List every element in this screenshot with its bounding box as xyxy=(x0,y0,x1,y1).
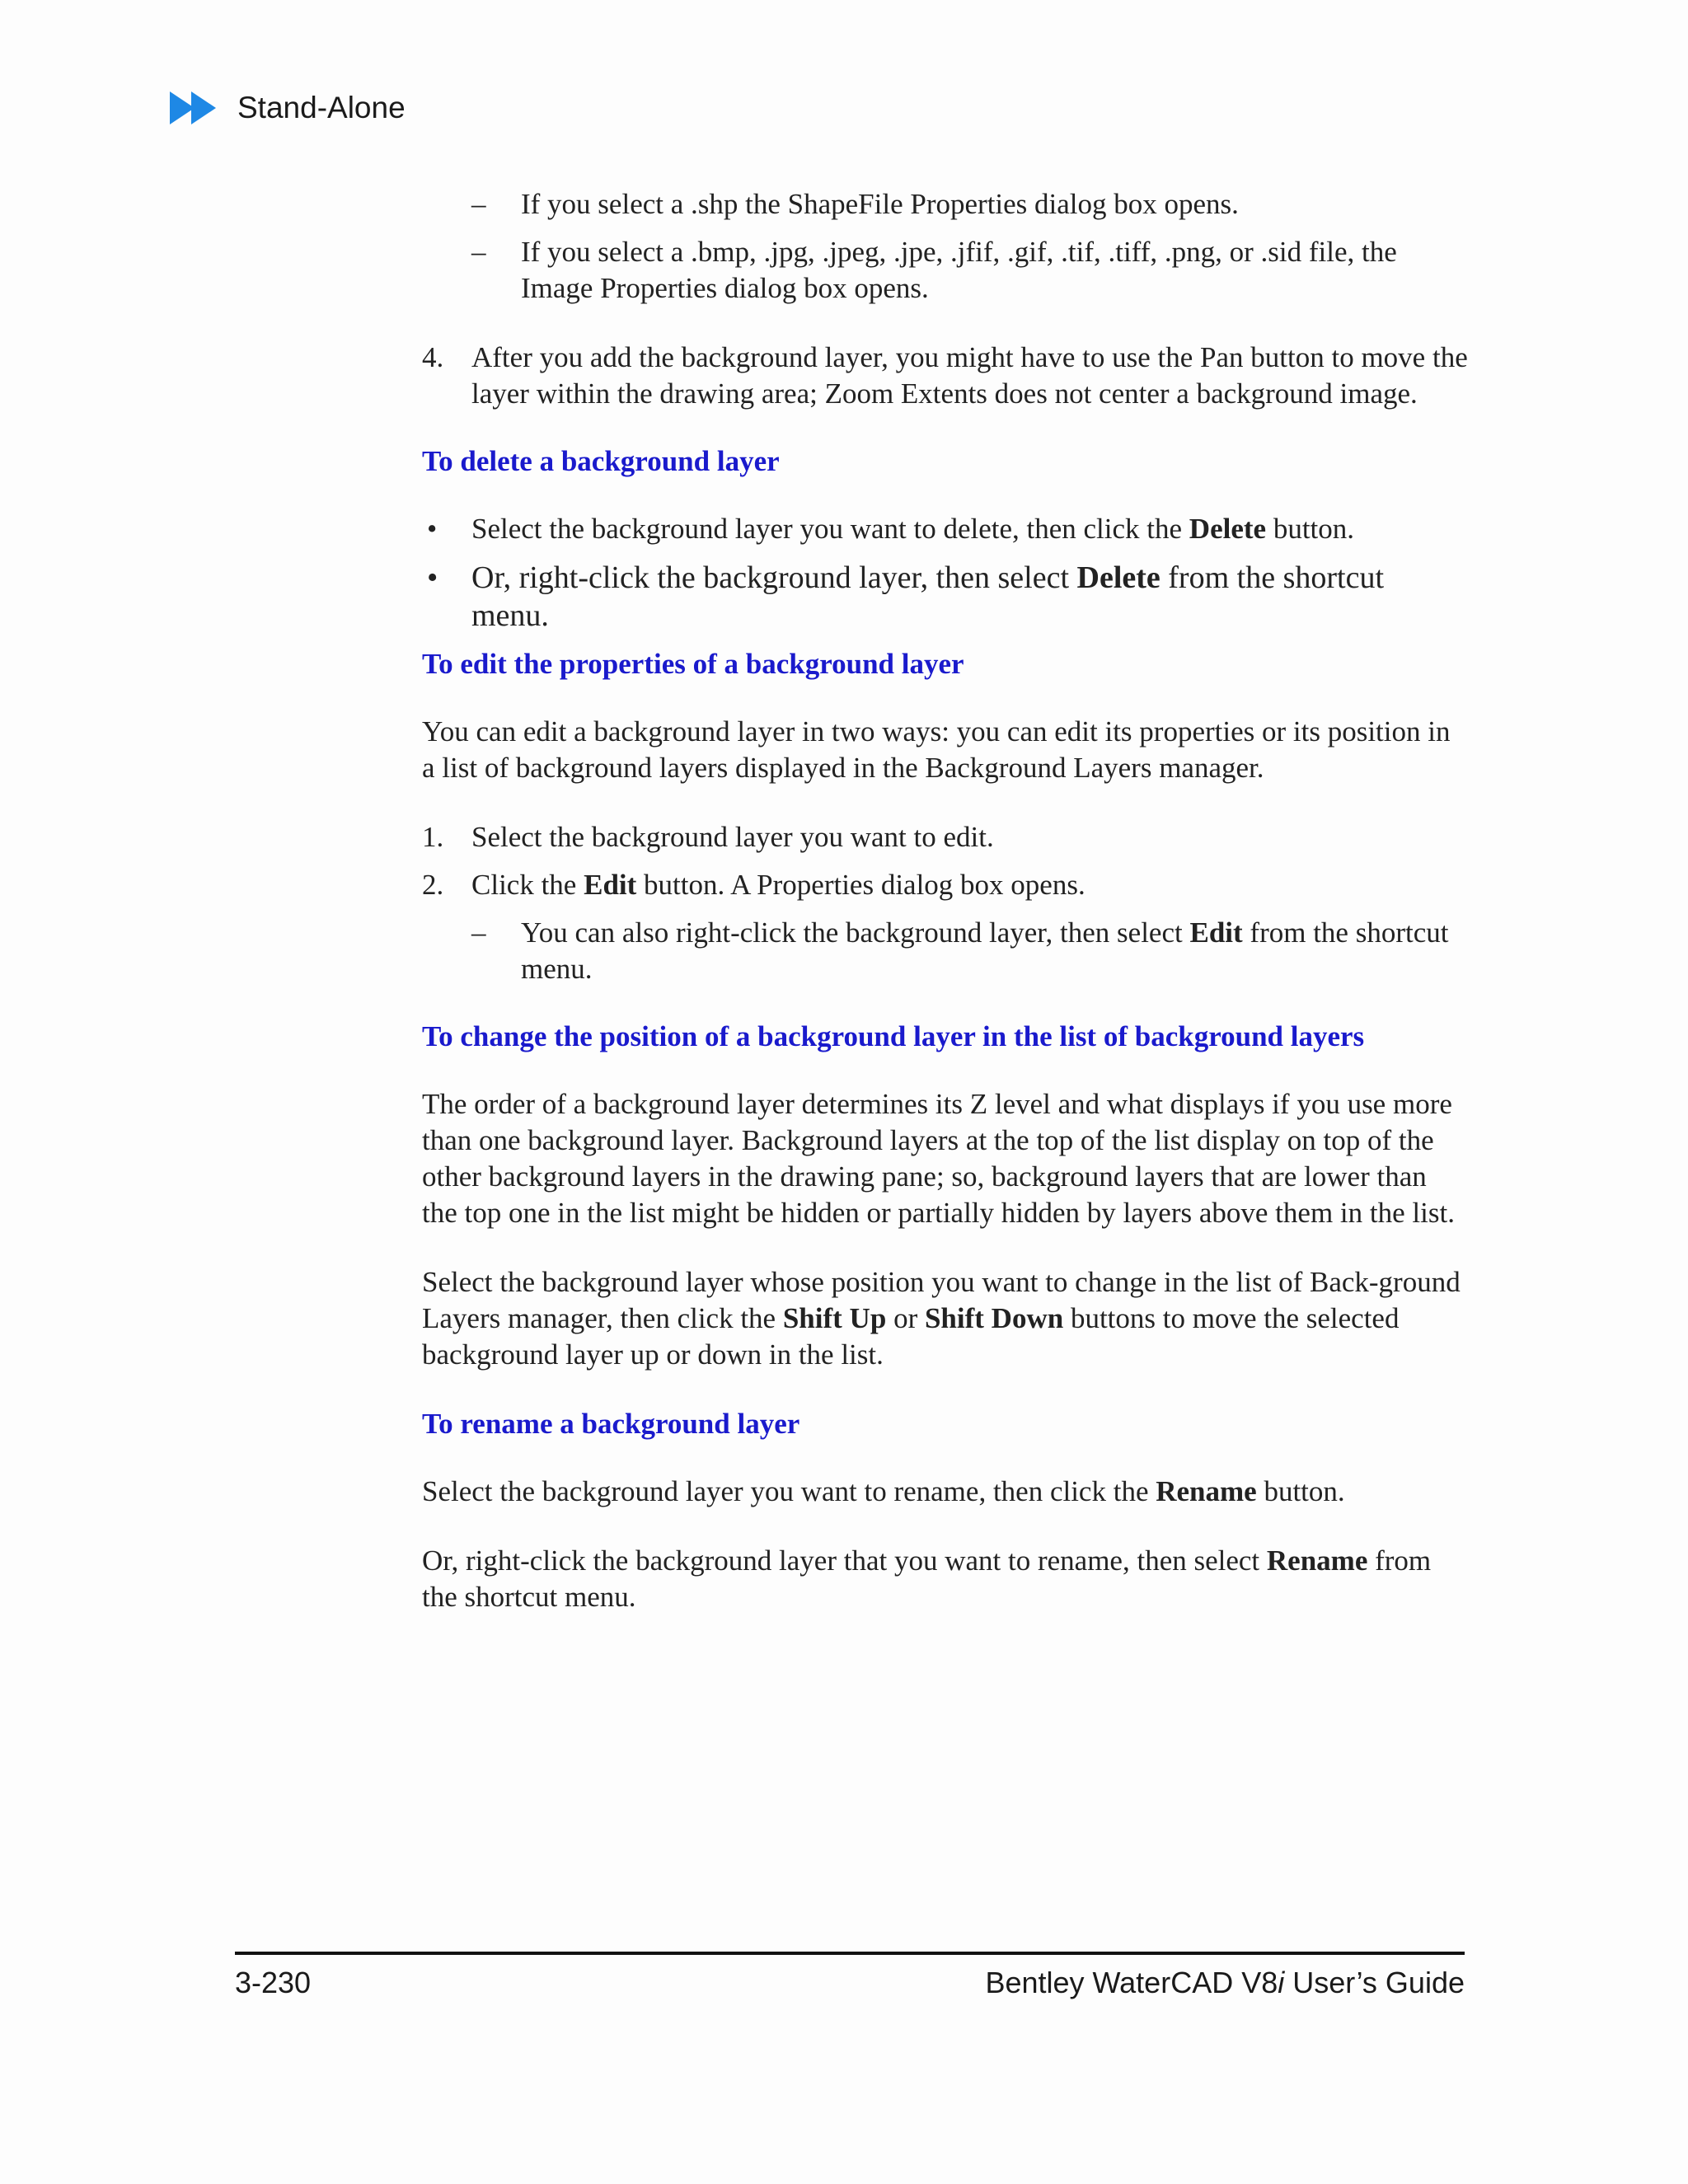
list-item-text: Select the background layer you want to delete, then click the Delete button. xyxy=(471,513,1355,545)
step-number: 4. xyxy=(422,341,444,373)
list-item-text: If you select a .bmp, .jpg, .jpeg, .jpe, .jfif, .gif, .tif, .tiff, .png, or .sid file, the Image Properties dialog box opens. xyxy=(521,236,1397,304)
page-header xyxy=(170,86,406,130)
step-item xyxy=(422,867,1469,903)
dash-mark: – xyxy=(471,916,486,949)
step-text: After you add the background layer, you might have to use the Pan button to move the layer within the drawing area; Zoom Extents does not center a background image. xyxy=(471,341,1468,410)
paragraph: Select the background layer whose position you want to change in the list of Back-ground Layers manager, then click the Shift Up or Shift Down buttons to move the selected background layer up or down in the list. xyxy=(422,1266,1461,1371)
list-item-text: If you select a .shp the ShapeFile Properties dialog box opens. xyxy=(521,188,1239,220)
dash-mark: – xyxy=(471,236,486,268)
section-heading-position: To change the position of a background layer in the list of background layers xyxy=(422,1020,1365,1052)
paragraph: The order of a background layer determines its Z level and what displays if you use more than one background layer. Background layers at the top of the list display on top of the other background layers in the drawing pane; so, background layers that are lower than the top one in the list might be hidden or partially hidden by layers above them in the list. xyxy=(422,1088,1455,1229)
section-title: Stand-Alone xyxy=(237,91,406,124)
section-heading-delete: To delete a background layer xyxy=(422,445,780,477)
section-heading-rename: To rename a background layer xyxy=(422,1408,800,1440)
list-item-text: You can also right-click the background layer, then select Edit from the shortcut menu. xyxy=(521,916,1449,985)
list-item xyxy=(422,915,1469,987)
page-number: 3-230 xyxy=(235,1966,312,1999)
page-footer xyxy=(235,1966,1465,2000)
list-item xyxy=(422,559,1469,635)
step-number: 1. xyxy=(422,821,444,853)
step-item xyxy=(422,819,1469,855)
list-item xyxy=(422,234,1469,307)
step-text: Select the background layer you want to edit. xyxy=(471,821,994,853)
paragraph: You can edit a background layer in two ways: you can edit its properties or its position in a list of background layers displayed in the Background Layers manager. xyxy=(422,715,1451,784)
bullet-mark: • xyxy=(427,513,438,545)
main-content xyxy=(422,186,1469,1615)
double-chevron-right-icon xyxy=(170,90,223,126)
step-item xyxy=(422,340,1469,412)
list-item xyxy=(422,186,1469,223)
dash-mark: – xyxy=(471,188,486,220)
list-item-text: Or, right-click the background layer, then select Delete from the shortcut menu. xyxy=(471,560,1384,633)
step-number: 2. xyxy=(422,869,444,901)
list-item xyxy=(422,511,1469,547)
paragraph: Select the background layer you want to rename, then click the Rename button. xyxy=(422,1475,1345,1507)
section-heading-edit: To edit the properties of a background layer xyxy=(422,648,964,680)
paragraph: Or, right-click the background layer that you want to rename, then select Rename from the shortcut menu. xyxy=(422,1544,1432,1613)
footer-divider xyxy=(235,1952,1465,1955)
guide-title: Bentley WaterCAD V8i User’s Guide xyxy=(985,1966,1465,1999)
step-text: Click the Edit button. A Properties dialog box opens. xyxy=(471,869,1085,901)
bullet-mark: • xyxy=(427,560,438,595)
